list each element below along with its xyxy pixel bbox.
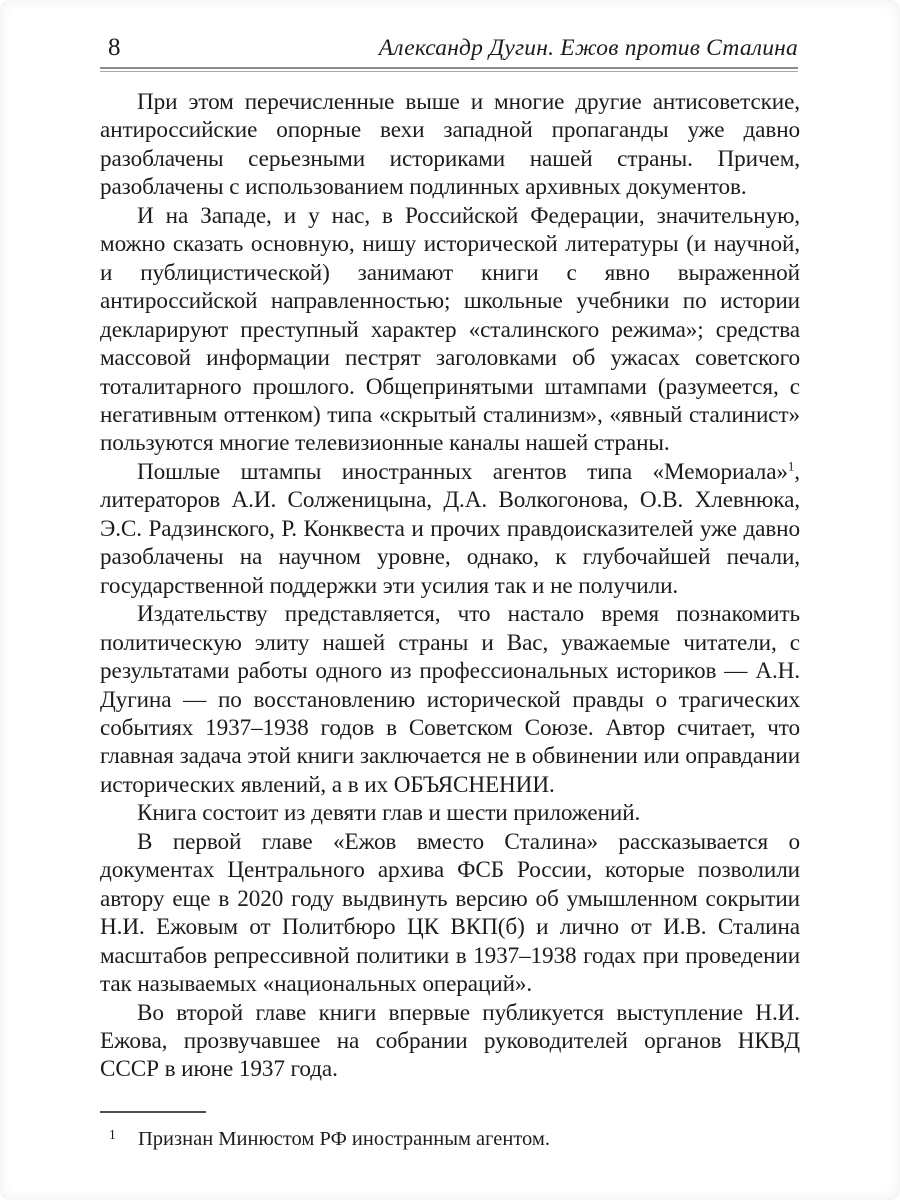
paragraph: Во второй главе книги впервые публикуется выступление Н.И. Ежова, прозвучавшее на собрании руководителей органов НКВД СССР в июне 1937 года. [100,999,800,1083]
paragraph: Издательству представляется, что настало время познакомить политическую элиту нашей страны и Вас, уважаемые читатели, с результатами работы одного из профессиональных историков — А.Н. Дугина — по восстановлению исторической правды о трагических событиях 1937–1938 годов в Советском Союзе. Автор считает, что главная задача этой книги заключается не в обвинении или оправдании исторических явлений, а в их ОБЪЯСНЕНИИ. [100,601,800,798]
paragraph: И на Западе, и у нас, в Российской Федерации, значительную, можно сказать основную, нишу исторической литературы (и научной, и публицистической) занимают книги с явно выраженной антироссийской направленностью; школьные учебники по истории декларируют преступный характер «сталинского режима»; средства массовой информации пестрят заголовками об ужасах советского тоталитарного прошлого. Общепринятыми штампами (разумеется, с негативным оттенком) типа «скрытый сталинизм», «явный сталинист» пользуются многие телевизионные каналы нашей страны. [100,202,800,457]
paragraph: При этом перечисленные выше и многие другие антисоветские, антироссийские опорные вехи западной пропаганды уже давно разоблачены серьезными историками нашей страны. Причем, разоблачены с использованием подлинных архивных документов. [100,89,800,201]
paragraph-text: , литераторов А.И. Солженицына, Д.А. Волкогонова, О.В. Хлевнюка, Э.С. Радзинского, Р. Конквеста и прочих правдоисказителей уже давно разоблачены на научном уровне, однако, к глубочайшей печали, государственной поддержки эти усилия так и не получили. [100,458,800,599]
paragraph-text: Пошлые штампы иностранных агентов типа «Мемориала» [137,458,788,485]
running-title: Александр Дугин. Ежов против Сталина [378,35,798,61]
footnote-text: Признан Минюстом РФ иностранным агентом. [138,1128,551,1150]
footnote [100,1122,800,1152]
body-text [100,88,800,1084]
footnote-marker: 1 [109,1127,116,1142]
page-header [100,34,798,62]
page-number: 8 [108,34,121,61]
footnote-reference: 1 [787,458,795,474]
paragraph [100,458,800,600]
paragraph: В первой главе «Ежов вместо Сталина» рассказывается о документах Центрального архива ФСБ России, которые позволили автору еще в 2020 году выдвинуть версию об умышленном сокрытии Н.И. Ежовым от Политбюро ЦК ВКП(б) и лично от И.В. Сталина масштабов репрессивной политики в 1937–1938 годах при проведении так называемых «национальных операций». [100,828,800,998]
footnote-separator-rule [100,1111,206,1113]
header-double-rule [100,67,798,72]
paragraph: Книга состоит из девяти глав и шести приложений. [137,800,641,827]
